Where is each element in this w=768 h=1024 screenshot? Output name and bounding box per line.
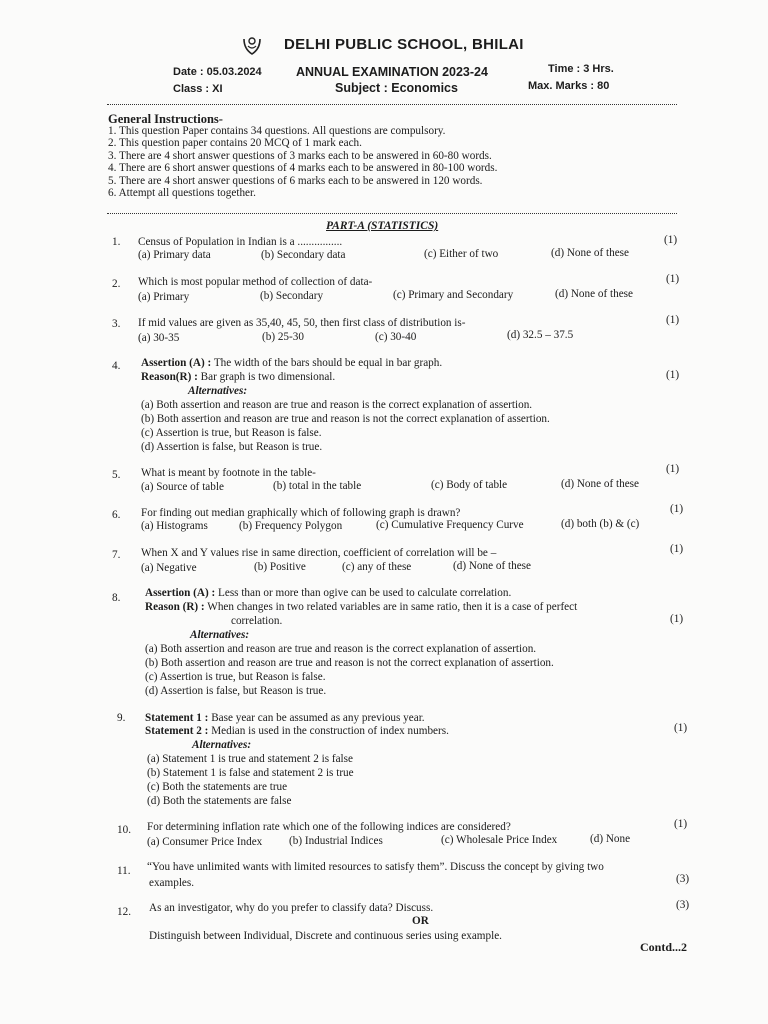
question-number: 9. xyxy=(117,712,126,724)
option-b: (b) Positive xyxy=(254,561,306,573)
instructions-title: General Instructions- xyxy=(108,112,223,126)
option-c: (c) any of these xyxy=(342,561,412,573)
option-a: (a) Both assertion and reason are true and reason is the correct explanation of assertion. xyxy=(145,643,537,655)
option-a: (a) Primary data xyxy=(138,249,211,261)
instruction-item: 4. There are 6 short answer questions of 4 marks each to be answered in 80-100 words. xyxy=(108,162,498,175)
instruction-item: 2. This question paper contains 20 MCQ of 1 mark each. xyxy=(108,137,362,150)
question-text: When X and Y values rise in same direction, coefficient of correlation will be – xyxy=(141,547,497,559)
question-text: Census of Population in Indian is a ................ xyxy=(138,236,343,248)
option-d: (d) None of these xyxy=(555,288,633,300)
reason-text: When changes in two related variables are in same ratio, then it is a case of perfect xyxy=(204,601,578,613)
option-d: (d) Both the statements are false xyxy=(147,795,292,807)
alternatives-label: Alternatives: xyxy=(192,739,252,751)
marks: (1) xyxy=(670,503,684,515)
question-number: 8. xyxy=(112,592,121,604)
marks: (1) xyxy=(674,818,688,830)
class-label: Class : XI xyxy=(173,83,223,95)
marks: (1) xyxy=(674,722,688,734)
option-c: (c) Either of two xyxy=(424,248,499,260)
marks: (3) xyxy=(676,873,690,885)
option-b: (b) total in the table xyxy=(273,480,362,492)
assertion-label: Assertion (A) : xyxy=(141,357,212,369)
option-a: (a) Both assertion and reason are true and reason is the correct explanation of assertion. xyxy=(141,399,533,411)
question-text-alternative: Distinguish between Individual, Discrete and continuous series using example. xyxy=(149,930,502,942)
school-name: DELHI PUBLIC SCHOOL, BHILAI xyxy=(284,36,524,53)
question-text: What is meant by footnote in the table- xyxy=(141,467,316,479)
question-number: 3. xyxy=(112,318,121,330)
reason-label: Reason (R) : xyxy=(145,601,205,613)
time-label: Time : 3 Hrs. xyxy=(548,63,614,75)
reason-text-continued: correlation. xyxy=(231,615,283,627)
marks: (1) xyxy=(666,314,680,326)
subject-label: Subject : Economics xyxy=(335,81,458,95)
question-text: As an investigator, why do you prefer to classify data? Discuss. xyxy=(149,902,434,914)
marks: (1) xyxy=(670,613,684,625)
question-number: 10. xyxy=(117,824,131,836)
option-b: (b) Secondary data xyxy=(261,249,346,261)
option-a: (a) 30-35 xyxy=(138,332,180,344)
option-a: (a) Statement 1 is true and statement 2 is false xyxy=(147,753,353,765)
marks: (1) xyxy=(666,463,680,475)
statement-1-text: Base year can be assumed as any previous year. xyxy=(208,712,425,724)
statement-2-text: Median is used in the construction of index numbers. xyxy=(208,725,449,737)
question-text: For finding out median graphically which of following graph is drawn? xyxy=(141,507,461,519)
reason-label: Reason(R) : xyxy=(141,371,198,383)
option-b: (b) Both assertion and reason are true and reason is not the correct explanation of assertion. xyxy=(141,413,550,425)
marks: (1) xyxy=(664,234,678,246)
statement-2-label: Statement 2 : xyxy=(145,725,209,737)
option-c: (c) Assertion is true, but Reason is false. xyxy=(141,427,322,439)
option-b: (b) Industrial Indices xyxy=(289,835,383,847)
assertion-text: Less than or more than ogive can be used to calculate correlation. xyxy=(215,587,512,599)
max-marks-label: Max. Marks : 80 xyxy=(528,80,610,92)
exam-date: Date : 05.03.2024 xyxy=(173,66,262,78)
instruction-item: 3. There are 4 short answer questions of 3 marks each to be answered in 60-80 words. xyxy=(108,149,492,162)
option-c: (c) Body of table xyxy=(431,479,508,491)
question-number: 7. xyxy=(112,549,121,561)
question-text: For determining inflation rate which one of the following indices are considered? xyxy=(147,821,511,833)
option-d: (d) both (b) & (c) xyxy=(561,518,640,530)
question-text-continued: examples. xyxy=(149,877,195,889)
question-number: 1. xyxy=(112,236,121,248)
assertion-label: Assertion (A) : xyxy=(145,587,216,599)
option-d: (d) Assertion is false, but Reason is true. xyxy=(145,685,327,697)
question-text: If mid values are given as 35,40, 45, 50, then first class of distribution is- xyxy=(138,317,466,329)
option-a: (a) Consumer Price Index xyxy=(147,836,263,848)
assertion-text: The width of the bars should be equal in bar graph. xyxy=(211,357,443,369)
part-title: PART-A (STATISTICS) xyxy=(326,220,439,232)
option-c: (c) Wholesale Price Index xyxy=(441,834,558,846)
statement-1-label: Statement 1 : xyxy=(145,712,209,724)
option-c: (c) Cumulative Frequency Curve xyxy=(376,519,524,531)
option-c: (c) 30-40 xyxy=(375,331,417,343)
exam-title: ANNUAL EXAMINATION 2023-24 xyxy=(296,65,488,79)
option-d: (d) None of these xyxy=(551,247,629,259)
alternatives-label: Alternatives: xyxy=(190,629,250,641)
divider xyxy=(107,213,677,214)
instruction-item: 5. There are 4 short answer questions of 6 marks each to be answered in 120 words. xyxy=(108,174,483,187)
question-text: “You have unlimited wants with limited resources to satisfy them”. Discuss the concept by giving two xyxy=(147,861,604,873)
school-logo-icon xyxy=(240,33,264,57)
or-label: OR xyxy=(412,915,429,927)
option-a: (a) Histograms xyxy=(141,520,208,532)
option-d: (d) None xyxy=(590,833,631,845)
reason-text: Bar graph is two dimensional. xyxy=(197,371,336,383)
divider xyxy=(107,104,677,105)
option-a: (a) Primary xyxy=(138,291,190,303)
continued-note: Contd...2 xyxy=(640,940,688,954)
option-d: (d) Assertion is false, but Reason is true. xyxy=(141,441,323,453)
question-number: 6. xyxy=(112,509,121,521)
marks: (1) xyxy=(666,273,680,285)
option-b: (b) Both assertion and reason are true and reason is not the correct explanation of assertion. xyxy=(145,657,554,669)
marks: (1) xyxy=(666,369,680,381)
instructions-list xyxy=(108,125,497,199)
question-number: 2. xyxy=(112,278,121,290)
marks: (1) xyxy=(670,543,684,555)
marks: (3) xyxy=(676,899,690,911)
question-number: 5. xyxy=(112,469,121,481)
option-b: (b) Secondary xyxy=(260,290,324,302)
question-number: 11. xyxy=(117,865,131,877)
option-d: (d) None of these xyxy=(561,478,639,490)
alternatives-label: Alternatives: xyxy=(188,385,248,397)
option-c: (c) Both the statements are true xyxy=(147,781,288,793)
question-text: Which is most popular method of collection of data- xyxy=(138,276,373,288)
option-c: (c) Assertion is true, but Reason is false. xyxy=(145,671,326,683)
option-d: (d) None of these xyxy=(453,560,531,572)
instruction-item: 1. This question Paper contains 34 questions. All questions are compulsory. xyxy=(108,125,446,137)
option-b: (b) 25-30 xyxy=(262,331,304,343)
option-b: (b) Frequency Polygon xyxy=(239,520,343,532)
question-number: 4. xyxy=(112,360,121,372)
option-b: (b) Statement 1 is false and statement 2 is true xyxy=(147,767,354,779)
question-number: 12. xyxy=(117,906,131,918)
option-c: (c) Primary and Secondary xyxy=(393,289,514,301)
option-a: (a) Source of table xyxy=(141,481,224,493)
option-d: (d) 32.5 – 37.5 xyxy=(507,329,574,341)
instruction-item: 6. Attempt all questions together. xyxy=(108,187,256,200)
option-a: (a) Negative xyxy=(141,562,197,574)
